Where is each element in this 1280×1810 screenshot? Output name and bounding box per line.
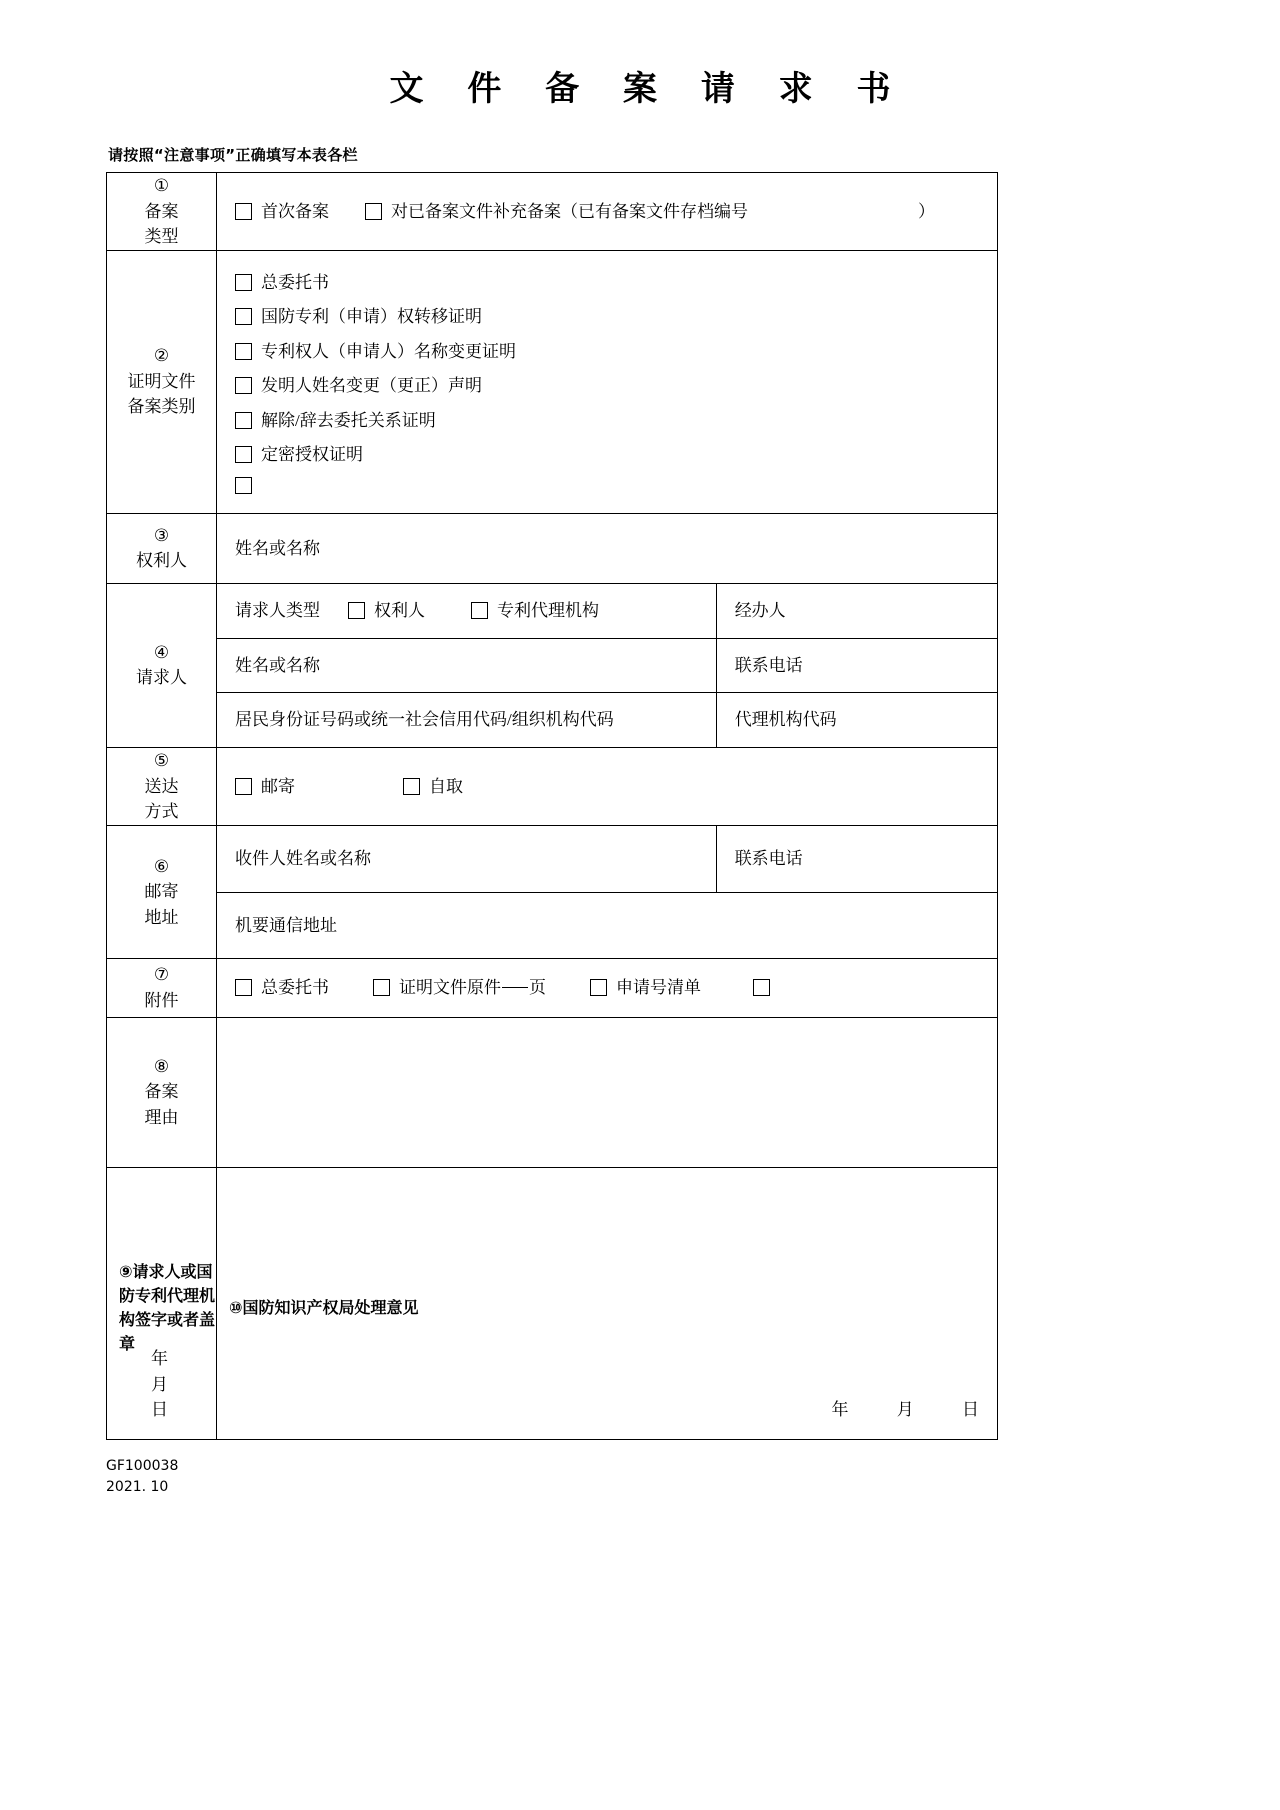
signature-date-line[interactable] (107, 1346, 198, 1423)
table-row-section-4 (107, 584, 998, 748)
section-5-content (217, 747, 998, 826)
signature-date-day: 日 (151, 1400, 168, 1419)
requester-id-code-label: 居民身份证号码或统一社会信用代码/组织机构代码 (235, 710, 614, 729)
requester-name-label: 姓名或名称 (235, 655, 320, 675)
checkbox-icon-supplement-filing[interactable] (365, 203, 382, 220)
signature-date-year: 年 (151, 1349, 168, 1368)
filing-reason-textarea[interactable] (217, 1017, 998, 1167)
requester-code-row (217, 693, 997, 747)
option-terminate-agency-relation[interactable] (235, 408, 997, 434)
option-attachment-original-document-label-a: 证明文件原件 (399, 978, 501, 997)
section-2-index (107, 250, 217, 513)
table-row-section-5 (107, 747, 998, 826)
requester-type-cell (217, 584, 716, 638)
option-general-power-of-attorney[interactable] (235, 270, 997, 296)
form-code: GF100038 (106, 1457, 179, 1474)
section-1-number: ① (153, 176, 170, 195)
option-delivery-mail-label: 邮寄 (261, 776, 295, 796)
section-5-label-line1: 送达 (144, 776, 179, 796)
checkbox-icon-security-classification-authorization[interactable] (235, 446, 252, 463)
section-8-label-line1: 备案 (144, 1082, 179, 1102)
official-date-month: 月 (896, 1400, 914, 1419)
section-4-index (107, 584, 217, 748)
option-delivery-pickup-label: 自取 (429, 776, 463, 796)
signature-date-month: 月 (151, 1374, 168, 1394)
option-name-change-certificate-label: 专利权人（申请人）名称变更证明 (261, 341, 516, 361)
section-1-label-line2: 类型 (144, 227, 179, 246)
confidential-address-label: 机要通信地址 (235, 915, 337, 935)
section-8-index (107, 1017, 217, 1167)
filing-request-form (106, 172, 998, 1440)
checkbox-icon-requester-agency[interactable] (471, 602, 488, 619)
section-6-label-line1: 邮寄 (144, 882, 179, 902)
section-6-content (217, 826, 998, 959)
section-1-content (217, 173, 998, 251)
signature-section-title: ⑨请求人或国防专利代理机构签字或者盖章 (119, 1261, 216, 1353)
attachment-page-count-blank[interactable] (502, 987, 528, 988)
official-date-day: 日 (962, 1400, 979, 1419)
checkbox-icon-first-filing[interactable] (235, 203, 252, 220)
section-1-label-line1: 备案 (144, 201, 179, 221)
handler-field[interactable] (716, 584, 997, 638)
official-date-year: 年 (831, 1400, 849, 1419)
section-3-content (217, 513, 998, 584)
right-holder-name-label: 姓名或名称 (235, 538, 320, 558)
checkbox-icon-terminate-agency-relation[interactable] (235, 412, 252, 429)
requester-detail-table (217, 584, 997, 747)
page-title: 文 件 备 案 请 求 书 (389, 69, 907, 109)
recipient-name-field[interactable] (217, 826, 716, 892)
confidential-address-row (217, 892, 997, 958)
section-8-label-line2: 理由 (144, 1107, 179, 1127)
requester-type-row (217, 584, 997, 638)
option-general-power-of-attorney-label: 总委托书 (261, 272, 329, 292)
table-row-section-8 (107, 1017, 998, 1167)
section-6-label-line2: 地址 (144, 907, 179, 927)
confidential-address-field[interactable] (217, 892, 997, 958)
section-5-label-line2: 方式 (144, 802, 179, 821)
option-other-blank[interactable] (235, 477, 997, 494)
checkbox-icon-patent-right-transfer[interactable] (235, 308, 252, 325)
table-row-section-6 (107, 826, 998, 959)
option-requester-right-holder[interactable] (348, 598, 425, 624)
option-patent-right-transfer[interactable] (235, 304, 997, 330)
option-supplement-filing-label: 对已备案文件补充备案（已有备案文件存档编号 (391, 201, 748, 221)
table-row-section-1 (107, 173, 998, 251)
section-4-content (217, 584, 998, 748)
checkbox-icon-name-change-certificate[interactable] (235, 343, 252, 360)
footer (106, 1456, 1280, 1499)
table-row-section-2 (107, 250, 998, 513)
option-attachment-application-list-label: 申请号清单 (616, 978, 701, 997)
checkbox-icon-general-power-of-attorney[interactable] (235, 274, 252, 291)
official-opinion-title: ⑩国防知识产权局处理意见 (229, 1297, 419, 1317)
section-6-number: ⑥ (153, 856, 170, 876)
signature-left-spacer (107, 1167, 217, 1439)
section-4-label: 请求人 (136, 668, 187, 688)
table-row-section-7 (107, 959, 998, 1018)
checkbox-icon-attachment-original-document[interactable] (373, 979, 390, 996)
option-supplement-filing[interactable] (365, 199, 748, 225)
section-7-index (107, 959, 217, 1018)
checkbox-icon-attachment-other-blank[interactable] (753, 979, 770, 996)
option-attachment-original-document[interactable] (373, 975, 546, 1001)
requester-name-row (217, 638, 997, 693)
option-requester-agency-label: 专利代理机构 (497, 601, 599, 620)
recipient-phone-field[interactable] (716, 826, 997, 892)
official-opinion-box[interactable] (217, 1167, 998, 1439)
option-delivery-pickup[interactable] (403, 774, 463, 800)
option-name-change-certificate[interactable] (235, 339, 997, 365)
section-8-number: ⑧ (153, 1056, 170, 1076)
checkbox-icon-delivery-mail[interactable] (235, 778, 252, 795)
checkbox-icon-inventor-name-change[interactable] (235, 377, 252, 394)
section-3-number: ③ (153, 525, 170, 545)
requester-type-label: 请求人类型 (235, 601, 320, 620)
official-opinion-date-line[interactable] (788, 1397, 980, 1423)
form-version-date: 2021. 10 (106, 1479, 169, 1496)
option-security-classification-authorization[interactable] (235, 442, 997, 468)
option-delivery-mail[interactable] (235, 774, 295, 800)
checkbox-icon-requester-right-holder[interactable] (348, 602, 365, 619)
option-attachment-application-list[interactable] (590, 975, 701, 1001)
section-4-number: ④ (153, 642, 170, 662)
mailing-address-table (217, 826, 997, 958)
section-5-number: ⑤ (153, 751, 170, 770)
section-6-index (107, 826, 217, 959)
section-5-index (107, 747, 217, 826)
option-terminate-agency-relation-label: 解除/辞去委托关系证明 (261, 410, 436, 430)
section-2-content (217, 250, 998, 513)
option-inventor-name-change[interactable] (235, 373, 997, 399)
option-patent-right-transfer-label: 国防专利（申请）权转移证明 (261, 307, 482, 326)
section-7-content (217, 959, 998, 1018)
agency-code-label: 代理机构代码 (734, 710, 837, 729)
section-2-number: ② (153, 346, 170, 366)
requester-name-field[interactable] (217, 638, 716, 693)
section-2-label-line2: 备案类别 (127, 397, 196, 417)
section-3-label: 权利人 (136, 551, 187, 571)
option-requester-right-holder-label: 权利人 (374, 601, 425, 620)
table-row-signature (107, 1167, 998, 1439)
agency-code-field[interactable] (716, 693, 997, 747)
section-2-label-line1: 证明文件 (127, 371, 196, 391)
handler-label: 经办人 (734, 601, 786, 620)
requester-phone-label: 联系电话 (734, 655, 803, 675)
recipient-phone-label: 联系电话 (734, 849, 803, 868)
right-holder-name-field[interactable] (217, 514, 997, 584)
checkbox-icon-other-blank[interactable] (235, 477, 252, 494)
section-7-number: ⑦ (153, 965, 170, 985)
section-3-index (107, 513, 217, 584)
section-1-index (107, 173, 217, 251)
checkbox-icon-delivery-pickup[interactable] (403, 778, 420, 795)
option-inventor-name-change-label: 发明人姓名变更（更正）声明 (261, 376, 482, 395)
option-first-filing-label: 首次备案 (261, 201, 329, 221)
option-attachment-original-document-label-b: 页 (529, 978, 546, 997)
requester-phone-field[interactable] (716, 638, 997, 693)
option-requester-agency[interactable] (471, 598, 599, 624)
checkbox-icon-attachment-application-list[interactable] (590, 979, 607, 996)
section-7-label: 附件 (144, 990, 179, 1010)
recipient-name-label: 收件人姓名或名称 (235, 849, 371, 868)
option-security-classification-authorization-label: 定密授权证明 (261, 445, 363, 464)
table-row-section-3 (107, 513, 998, 584)
checkbox-icon-attachment-power-of-attorney[interactable] (235, 979, 252, 996)
option-first-filing[interactable] (235, 199, 329, 225)
option-attachment-power-of-attorney-label: 总委托书 (261, 978, 329, 997)
requester-id-code-field[interactable] (217, 693, 716, 747)
form-instruction: 请按照“注意事项”正确填写本表各栏 (108, 146, 358, 164)
recipient-row (217, 826, 997, 892)
option-attachment-power-of-attorney[interactable] (235, 975, 329, 1001)
archive-number-paren-close: ） (918, 201, 935, 221)
